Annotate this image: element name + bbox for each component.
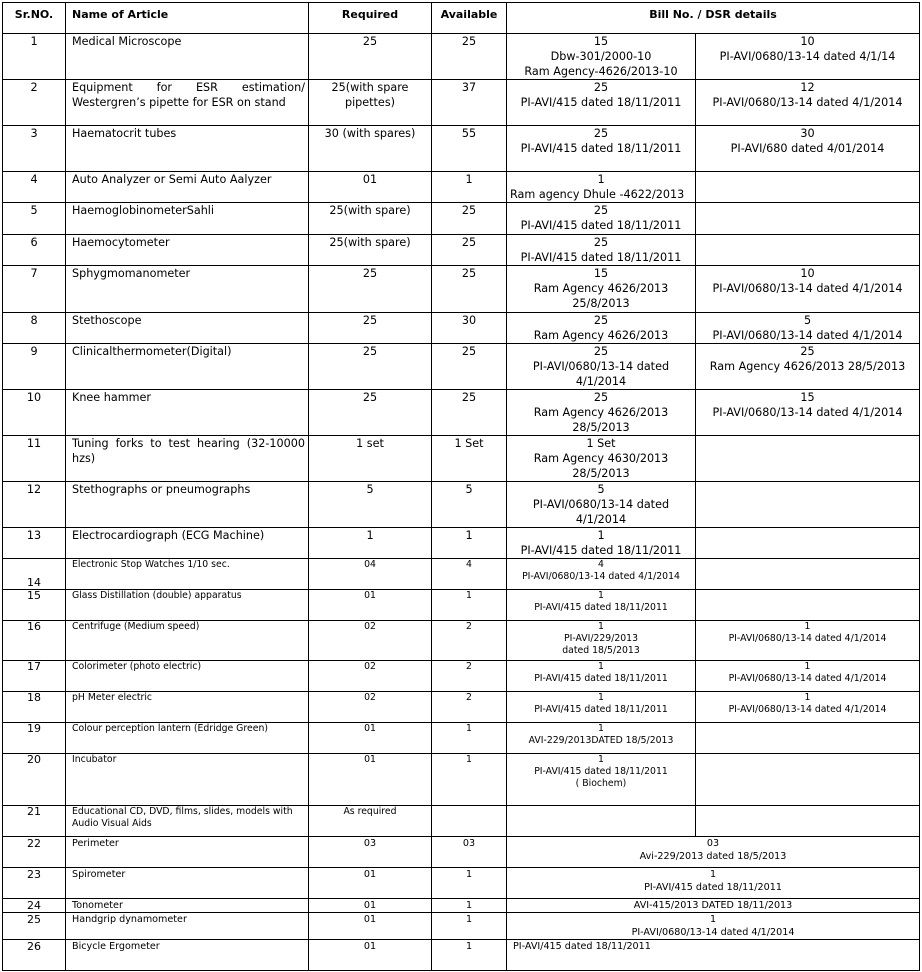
cell-bill-2 [696, 436, 920, 482]
bill-line: PI-AVI/680 dated 4/01/2014 [730, 142, 885, 155]
cell-available: 30 [432, 313, 507, 344]
header-row [3, 3, 920, 34]
header-available: Available [432, 3, 507, 34]
cell-bill-1 [507, 313, 696, 344]
cell-bill-1 [507, 621, 696, 661]
bill-line: 1 [709, 869, 717, 880]
cell-bill-2 [696, 313, 920, 344]
cell-article-name: Tonometer [66, 899, 309, 913]
cell-sr: 3 [3, 126, 66, 172]
cell-bill-1 [507, 126, 696, 172]
cell-sr: 4 [3, 172, 66, 203]
cell-available: 25 [432, 344, 507, 390]
bill-line: 5 [597, 483, 605, 496]
bill-line: PI-AVI/0680/13-14 dated 4/1/2014 [712, 282, 903, 295]
cell-available: 55 [432, 126, 507, 172]
cell-sr: 20 [3, 754, 66, 806]
cell-sr: 15 [3, 590, 66, 621]
cell-available: 2 [432, 661, 507, 692]
bill-line: Ram agency Dhule -4622/2013 [510, 188, 685, 201]
bill-line: Ram Agency 4626/2013 [533, 406, 669, 419]
bill-line: 25/8/2013 [572, 297, 630, 310]
bill-line: 1 [597, 173, 605, 186]
bill-line: 25 [593, 236, 609, 249]
cell-available: 5 [432, 482, 507, 528]
bill-line: 25 [593, 81, 609, 94]
cell-article-name: Colorimeter (photo electric) [66, 661, 309, 692]
cell-bill-2 [696, 621, 920, 661]
cell-article-name: Glass Distillation (double) apparatus [66, 590, 309, 621]
cell-article-name: Medical Microscope [66, 34, 309, 80]
cell-required: 02 [309, 692, 432, 723]
cell-required: 02 [309, 661, 432, 692]
table-row [3, 313, 920, 344]
cell-available: 1 [432, 868, 507, 899]
table-row [3, 806, 920, 837]
bill-line: 25 [593, 391, 609, 404]
cell-article-name: Sphygmomanometer [66, 266, 309, 313]
cell-available: 2 [432, 621, 507, 661]
cell-sr: 1 [3, 34, 66, 80]
bill-line: PI-AVI/0680/13-14 dated 4/1/2014 [631, 927, 795, 938]
cell-bill-merged [507, 837, 920, 868]
bill-line: PI-AVI/415 dated 18/11/2011 [520, 142, 682, 155]
cell-bill-2 [696, 528, 920, 559]
bill-line: PI-AVI/415 dated 18/11/2011 [520, 544, 682, 557]
cell-required: 01 [309, 913, 432, 940]
cell-sr: 12 [3, 482, 66, 528]
table-row [3, 34, 920, 80]
bill-line: 1 [804, 621, 811, 632]
cell-article-name: Perimeter [66, 837, 309, 868]
bill-line: Dbw-301/2000-10 [550, 50, 652, 63]
table-row [3, 940, 920, 971]
cell-required: 5 [309, 482, 432, 528]
bill-line: AVI-229/2013DATED 18/5/2013 [528, 735, 674, 746]
cell-bill-1 [507, 436, 696, 482]
cell-sr: 9 [3, 344, 66, 390]
cell-article-name: Electrocardiograph (ECG Machine) [66, 528, 309, 559]
bill-line: Ram Agency 4626/2013 28/5/2013 [709, 360, 906, 373]
bill-line: 15 [593, 267, 609, 280]
cell-bill-1 [507, 528, 696, 559]
cell-sr: 16 [3, 621, 66, 661]
bill-line: PI-AVI/0680/13-14 dated 4/1/2014 [712, 96, 903, 109]
table-row [3, 899, 920, 913]
cell-article-name: Knee hammer [66, 390, 309, 436]
cell-bill-2 [696, 692, 920, 723]
bill-line: 12 [800, 81, 815, 94]
bill-line: Avi-229/2013 dated 18/5/2013 [639, 851, 787, 862]
bill-line: 15 [800, 391, 815, 404]
cell-bill-1 [507, 806, 696, 837]
cell-sr: 14 [3, 559, 66, 590]
bill-line: 15 [593, 35, 609, 48]
cell-required: 25(with spare pipettes) [309, 80, 432, 126]
bill-line: 1 [598, 754, 604, 765]
cell-available: 1 [432, 940, 507, 971]
bill-line: PI-AVI/415 dated 18/11/2011 [644, 882, 782, 893]
table-row [3, 528, 920, 559]
header-name: Name of Article [66, 3, 309, 34]
cell-available: 2 [432, 692, 507, 723]
cell-sr: 23 [3, 868, 66, 899]
bill-line: 1 [804, 661, 811, 672]
cell-bill-2 [696, 34, 920, 80]
cell-available: 4 [432, 559, 507, 590]
bill-line: ( Biochem) [575, 778, 627, 789]
cell-required: 1 [309, 528, 432, 559]
cell-available: 25 [432, 266, 507, 313]
bill-line: 1 [598, 661, 604, 672]
cell-required: 25 [309, 313, 432, 344]
cell-available: 25 [432, 390, 507, 436]
cell-required: As required [309, 806, 432, 837]
bill-line: PI-AVI/0680/13-14 dated 4/1/2014 [728, 704, 887, 715]
bill-line: PI-AVI/415 dated 18/11/2011 [520, 219, 682, 232]
bill-line: PI-AVI/0680/13-14 dated [532, 498, 670, 511]
cell-bill-1 [507, 482, 696, 528]
bill-line: PI-AVI/415 dated 18/11/2011 [534, 673, 668, 684]
bill-line: PI-AVI/415 dated 18/11/2011 [520, 96, 682, 109]
cell-available: 1 [432, 723, 507, 754]
table-row [3, 754, 920, 806]
table-row [3, 344, 920, 390]
bill-line: 25 [593, 314, 609, 327]
cell-sr: 17 [3, 661, 66, 692]
cell-required: 04 [309, 559, 432, 590]
header-sr: Sr.NO. [3, 3, 66, 34]
cell-article-name: Spirometer [66, 868, 309, 899]
cell-available: 1 [432, 528, 507, 559]
cell-article-name: Equipment for ESR estimation/ Westergren’s pipette for ESR on stand [66, 80, 309, 126]
cell-required: 25 [309, 344, 432, 390]
cell-article-name: Haemocytometer [66, 235, 309, 266]
table-row [3, 235, 920, 266]
cell-required: 30 (with spares) [309, 126, 432, 172]
cell-bill-2 [696, 344, 920, 390]
cell-sr: 2 [3, 80, 66, 126]
cell-sr: 18 [3, 692, 66, 723]
cell-article-name: Stethoscope [66, 313, 309, 344]
bill-line: 10 [800, 267, 815, 280]
table-row [3, 482, 920, 528]
bill-line: 25 [593, 345, 609, 358]
bill-line: 1 [598, 692, 604, 703]
bill-line: 1 [597, 529, 605, 542]
cell-bill-2 [696, 203, 920, 235]
cell-required: 01 [309, 723, 432, 754]
cell-bill-1 [507, 754, 696, 806]
cell-bill-1 [507, 344, 696, 390]
cell-required: 25 [309, 266, 432, 313]
cell-article-name: Electronic Stop Watches 1/10 sec. [66, 559, 309, 590]
cell-required: 25(with spare) [309, 203, 432, 235]
cell-bill-2 [696, 559, 920, 590]
cell-bill-1 [507, 34, 696, 80]
cell-bill-1 [507, 172, 696, 203]
cell-bill-1 [507, 661, 696, 692]
cell-available: 37 [432, 80, 507, 126]
table-row [3, 692, 920, 723]
cell-article-name: Tuning forks to test hearing (32-10000 hzs) [66, 436, 309, 482]
table-row [3, 621, 920, 661]
table-row [3, 723, 920, 754]
cell-available: 1 [432, 172, 507, 203]
cell-sr: 6 [3, 235, 66, 266]
cell-bill-merged [507, 940, 920, 971]
bill-line: PI-AVI/0680/13-14 dated 4/1/2014 [728, 673, 887, 684]
bill-line: Ram Agency 4626/2013 [533, 329, 669, 342]
bill-line: PI-AVI/0680/13-14 dated 4/1/2014 [712, 406, 903, 419]
table-row [3, 126, 920, 172]
cell-required: 01 [309, 940, 432, 971]
cell-bill-2 [696, 723, 920, 754]
cell-bill-2 [696, 390, 920, 436]
cell-article-name: Bicycle Ergometer [66, 940, 309, 971]
bill-line: 1 [804, 692, 811, 703]
bill-line: 25 [593, 127, 609, 140]
bill-line: PI-AVI/415 dated 18/11/2011 [534, 704, 668, 715]
table-row [3, 590, 920, 621]
bill-line: 5 [803, 314, 812, 327]
bill-line: Ram Agency 4630/2013 [533, 452, 669, 465]
cell-bill-1 [507, 559, 696, 590]
cell-available: 1 [432, 899, 507, 913]
bill-line: 1 [709, 914, 717, 925]
cell-article-name: Handgrip dynamometer [66, 913, 309, 940]
cell-required: 01 [309, 754, 432, 806]
cell-bill-2 [696, 482, 920, 528]
bill-line: AVI-415/2013 DATED 18/11/2013 [633, 900, 793, 911]
bill-line: PI-AVI/415 dated 18/11/2011 [513, 941, 651, 952]
table-row [3, 390, 920, 436]
cell-bill-merged [507, 868, 920, 899]
table-row [3, 80, 920, 126]
cell-bill-1 [507, 235, 696, 266]
cell-bill-2 [696, 266, 920, 313]
cell-bill-1 [507, 692, 696, 723]
cell-bill-merged [507, 899, 920, 913]
cell-bill-1 [507, 590, 696, 621]
cell-sr: 5 [3, 203, 66, 235]
cell-bill-1 [507, 266, 696, 313]
cell-available: 25 [432, 235, 507, 266]
bill-line: Ram Agency 4626/2013 [533, 282, 669, 295]
cell-article-name: Colour perception lantern (Edridge Green) [66, 723, 309, 754]
cell-required: 01 [309, 172, 432, 203]
cell-required: 02 [309, 621, 432, 661]
bill-line: 1 Set [586, 437, 616, 450]
cell-available: 1 [432, 913, 507, 940]
bill-line: Ram Agency-4626/2013-10 [524, 65, 678, 78]
bill-line: 30 [800, 127, 815, 140]
table-row [3, 661, 920, 692]
cell-required: 01 [309, 899, 432, 913]
bill-line: 10 [800, 35, 815, 48]
bill-line: PI-AVI/229/2013 [563, 633, 639, 644]
table-row [3, 203, 920, 235]
cell-article-name: HaemoglobinometerSahli [66, 203, 309, 235]
cell-bill-merged [507, 913, 920, 940]
cell-sr: 10 [3, 390, 66, 436]
bill-line: PI-AVI/415 dated 18/11/2011 [520, 251, 682, 264]
bill-line: 4/1/2014 [575, 513, 627, 526]
header-bill: Bill No. / DSR details [507, 3, 920, 34]
bill-line: PI-AVI/415 dated 18/11/2011 [534, 766, 668, 777]
cell-required: 25 [309, 390, 432, 436]
cell-required: 25 [309, 34, 432, 80]
cell-article-name: Haematocrit tubes [66, 126, 309, 172]
cell-bill-2 [696, 126, 920, 172]
cell-available: 03 [432, 837, 507, 868]
bill-line: 03 [706, 838, 720, 849]
cell-sr: 11 [3, 436, 66, 482]
bill-line: 4 [598, 559, 604, 570]
cell-sr: 25 [3, 913, 66, 940]
cell-bill-2 [696, 590, 920, 621]
cell-article-name: Centrifuge (Medium speed) [66, 621, 309, 661]
cell-article-name: Clinicalthermometer(Digital) [66, 344, 309, 390]
cell-bill-1 [507, 80, 696, 126]
cell-bill-1 [507, 390, 696, 436]
cell-sr: 24 [3, 899, 66, 913]
table-row [3, 868, 920, 899]
bill-line: PI-AVI/0680/13-14 dated 4/1/2014 [728, 633, 887, 644]
table-row [3, 559, 920, 590]
cell-required: 01 [309, 590, 432, 621]
bill-line: PI-AVI/415 dated 18/11/2011 [534, 602, 668, 613]
cell-sr: 8 [3, 313, 66, 344]
cell-bill-2 [696, 661, 920, 692]
cell-bill-2 [696, 172, 920, 203]
cell-required: 25(with spare) [309, 235, 432, 266]
cell-article-name: pH Meter electric [66, 692, 309, 723]
cell-sr: 22 [3, 837, 66, 868]
equipment-table [2, 2, 920, 971]
cell-available: 25 [432, 34, 507, 80]
bill-line: PI-AVI/0680/13-14 dated 4/1/14 [719, 50, 896, 63]
bill-line: 28/5/2013 [572, 467, 630, 480]
cell-required: 03 [309, 837, 432, 868]
table-row [3, 436, 920, 482]
header-required: Required [309, 3, 432, 34]
bill-line: 4/1/2014 [575, 375, 627, 388]
table-row [3, 837, 920, 868]
cell-sr: 26 [3, 940, 66, 971]
cell-article-name: Educational CD, DVD, films, slides, models with Audio Visual Aids [66, 806, 309, 837]
cell-article-name: Auto Analyzer or Semi Auto Aalyzer [66, 172, 309, 203]
cell-bill-2 [696, 235, 920, 266]
bill-line: 25 [593, 204, 609, 217]
cell-bill-2 [696, 754, 920, 806]
bill-line: 1 [598, 723, 604, 734]
cell-article-name: Stethographs or pneumographs [66, 482, 309, 528]
cell-sr: 7 [3, 266, 66, 313]
cell-required: 1 set [309, 436, 432, 482]
bill-line: PI-AVI/0680/13-14 dated [532, 360, 670, 373]
table-body [3, 34, 920, 971]
cell-required: 01 [309, 868, 432, 899]
cell-bill-1 [507, 203, 696, 235]
cell-available: 1 [432, 590, 507, 621]
bill-line: 25 [800, 345, 815, 358]
cell-sr: 19 [3, 723, 66, 754]
cell-bill-2 [696, 80, 920, 126]
bill-line: PI-AVI/0680/13-14 dated 4/1/2014 [522, 571, 680, 582]
table-row [3, 172, 920, 203]
cell-sr: 13 [3, 528, 66, 559]
bill-line: 1 [598, 621, 604, 632]
cell-available: 25 [432, 203, 507, 235]
cell-available: 1 Set [432, 436, 507, 482]
table-row [3, 266, 920, 313]
cell-available [432, 806, 507, 837]
bill-line: 1 [598, 590, 604, 601]
cell-available: 1 [432, 754, 507, 806]
bill-line: dated 18/5/2013 [562, 645, 640, 656]
bill-line: 28/5/2013 [572, 421, 630, 434]
bill-line: PI-AVI/0680/13-14 dated 4/1/2014 [712, 329, 903, 342]
cell-bill-2 [696, 806, 920, 837]
cell-article-name: Incubator [66, 754, 309, 806]
cell-sr: 21 [3, 806, 66, 837]
table-row [3, 913, 920, 940]
cell-bill-1 [507, 723, 696, 754]
